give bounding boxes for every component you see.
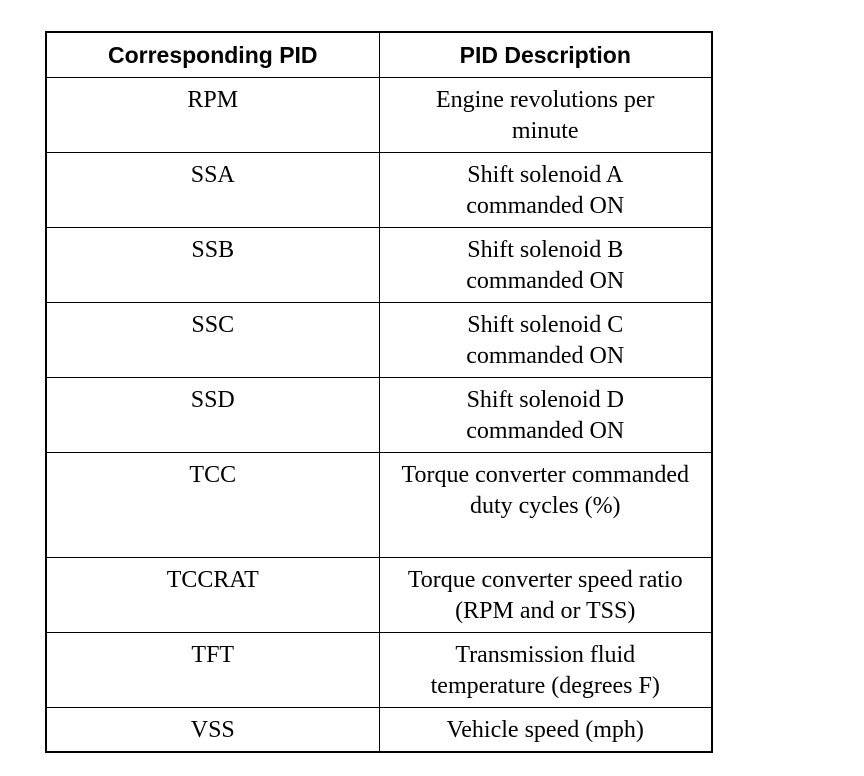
table-row <box>46 633 712 708</box>
pid-table <box>45 31 713 753</box>
table-row <box>46 228 712 303</box>
description-text: Shift solenoid B commanded ON <box>466 237 625 294</box>
pid-cell: VSS <box>46 708 379 753</box>
description-cell <box>379 378 712 453</box>
description-text: Torque converter speed ratio (RPM and or TSS) <box>407 567 683 624</box>
pid-cell: TCC <box>46 453 379 558</box>
header-pid-description: PID Description <box>379 32 712 78</box>
table-row <box>46 78 712 153</box>
pid-cell: SSC <box>46 303 379 378</box>
pid-cell: TCCRAT <box>46 558 379 633</box>
description-text: Torque converter commanded duty cycles (%) <box>401 462 690 519</box>
description-text: Shift solenoid C commanded ON <box>466 312 625 369</box>
table-row <box>46 153 712 228</box>
header-corresponding-pid: Corresponding PID <box>46 32 379 78</box>
pid-cell: SSB <box>46 228 379 303</box>
description-cell <box>379 78 712 153</box>
pid-cell: SSD <box>46 378 379 453</box>
pid-cell: RPM <box>46 78 379 153</box>
pid-cell: SSA <box>46 153 379 228</box>
description-text: Engine revolutions per minute <box>435 87 655 144</box>
table-row <box>46 708 712 753</box>
description-text: Shift solenoid D commanded ON <box>466 387 625 444</box>
description-cell <box>379 453 712 558</box>
description-text: Shift solenoid A commanded ON <box>466 162 625 219</box>
description-cell <box>379 303 712 378</box>
table-row <box>46 453 712 558</box>
header-row <box>46 32 712 78</box>
description-cell <box>379 633 712 708</box>
description-cell <box>379 153 712 228</box>
description-text: Transmission fluid temperature (degrees F) <box>430 642 660 699</box>
pid-cell: TFT <box>46 633 379 708</box>
description-cell <box>379 228 712 303</box>
description-cell <box>379 558 712 633</box>
table-row <box>46 558 712 633</box>
description-cell: Vehicle speed (mph) <box>379 708 712 753</box>
table-row <box>46 378 712 453</box>
table-row <box>46 303 712 378</box>
